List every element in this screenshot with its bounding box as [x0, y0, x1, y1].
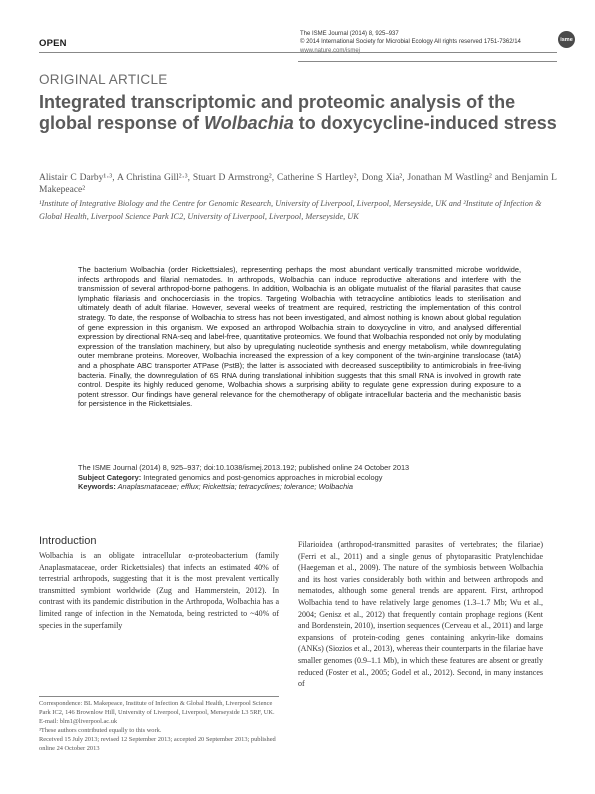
footnote-divider	[39, 696, 279, 697]
section-heading-introduction: Introduction	[39, 535, 97, 547]
article-type: ORIGINAL ARTICLE	[39, 72, 168, 87]
introduction-left-column: Wolbachia is an obligate intracellular α-proteobacterium (family Anaplasmataceae, order Rickettsiales) that infects an estimated 40% of terrestrial arthropods, suggesting that it is the most prevalent vertically transmitted symbiont worldwide (Zug and Hammerstein, 2012). In contrast with its pandemic distribution in the Arthropoda, Wolbachia has a limited range of infection in the Nematoda, being restricted to ~40% of species in the superfamily	[39, 551, 279, 630]
article-title	[39, 92, 559, 133]
keywords	[78, 482, 521, 492]
citation-line: The ISME Journal (2014) 8, 925–937; doi:10.1038/ismej.2013.192; published online 24 October 2013	[78, 463, 410, 472]
copyright-line: © 2014 International Society for Microbial Ecology All rights reserved 1751-7362/14	[300, 39, 521, 46]
title-text-1: Integrated transcriptomic and proteomic analysis of the global response of	[39, 92, 516, 133]
introduction-right-column: Filarioidea (arthropod-transmitted parasites of vertebrates; the filariae) (Ferri et al., 2011) and a single genus of phytoparasitic Pratylenchidae (Haegeman et al., 2009). The nature of the symbiosis between Wolbachia and its host varies considerably both within and between arthropods and nematodes, although some general trends are apparent. First, arthropod Wolbachia tend to have relatively large genomes (1.3–1.7 Mb; Wu et al., 2004; Genisz et al., 2012) that frequently contain prophage regions (Kent and Bordenstein, 2010), insertion sequences (Cerveau et al., 2011) and large expansions of protein-coding genes containing ankyrin-like domains (ANKs) (Siozios et al., 2013), whereas their counterparts in the filariae have smaller genomes (0.9–1.1 Mb), in which these features are absent or greatly reduced (Foster et al., 2005; Godel et al., 2012). Second, in many instances of	[298, 540, 543, 689]
keywords-label: Keywords:	[78, 482, 116, 492]
article-metadata	[78, 463, 521, 492]
subject-label: Subject Category:	[78, 472, 142, 482]
journal-citation-line: The ISME Journal (2014) 8, 925–937	[300, 31, 399, 37]
isme-logo: isme	[558, 31, 575, 48]
title-text-italic: Wolbachia	[204, 112, 294, 133]
subject-category	[78, 473, 521, 483]
equal-contribution-note: ³These authors contributed equally to this work.	[39, 727, 162, 735]
keywords-value: Anaplasmataceae; efflux; Rickettsia; tetracyclines; tolerance; Wolbachia	[115, 482, 353, 492]
title-text-2: to doxycycline-induced stress	[293, 112, 557, 133]
open-access-label: OPEN	[39, 38, 67, 49]
header-divider	[39, 52, 557, 53]
subject-value: Integrated genomics and post-genomics approaches in microbial ecology	[141, 472, 383, 482]
footnotes	[39, 699, 279, 754]
received-dates: Received 15 July 2013; revised 12 September 2013; accepted 20 September 2013; published online 24 October 2013	[39, 736, 276, 753]
author-list: Alistair C Darby¹·³, A Christina Gill²·³, Stuart D Armstrong², Catherine S Hartley², Dong Xia², Jonathan M Wastling² and Benjamin L Makepeace²	[39, 173, 557, 195]
email-link[interactable]: E-mail: blm1@liverpool.ac.uk	[39, 718, 118, 726]
affiliations: ¹Institute of Integrative Biology and the Centre for Genomic Research, University of Liverpool, Liverpool, Merseyside, UK and ²Institute of Infection & Global Health, Liverpool Science Park IC2, University of Liverpool, Liverpool, Merseyside, UK	[39, 199, 542, 221]
abstract-text: The bacterium Wolbachia (order Rickettsiales), representing perhaps the most abundant vertically transmitted microbe worldwide, infects arthropods and filarial nematodes. In arthropods, Wolbachia can induce reproductive alterations and interfere with the transmission of several arthropod-borne pathogens. In addition, Wolbachia is an obligate mutualist of the filarial parasites that cause lymphatic filariasis and onchocerciasis in the tropics. Targeting Wolbachia with tetracycline antibiotics leads to sterilisation and ultimately death of adult filariae. However, several weeks of treatment are required, restricting the implementation of this control strategy. To date, the response of Wolbachia to stress has not been investigated, and almost nothing is known about global regulation of gene expression in this organism. We exposed an arthropod Wolbachia strain to doxycycline in vitro, and analysed differential expression by directional RNA-seq and label-free, quantitative proteomics. We found that Wolbachia responded not only by modulating expression of the translation machinery, but also by upregulating nucleotide synthesis and energy metabolism, while downregulating outer membrane proteins. Moreover, Wolbachia increased the expression of a key component of the twin-arginine translocase (tatA) and a phosphate ABC transporter ATPase (PstB); the latter is associated with decreased susceptibility to antimicrobials in free-living bacteria. Finally, the downregulation of 6S RNA during translational inhibition suggests that this small RNA is involved in growth rate control. Despite its highly reduced genome, Wolbachia shows a surprising ability to regulate gene expression during exposure to a potent stressor. Our findings have general relevance for the chemotherapy of obligate intracellular bacteria and the mechanistic basis for persistence in the Rickettsiales.	[78, 265, 521, 409]
journal-website-link[interactable]: www.nature.com/ismej	[300, 47, 361, 54]
website-divider	[298, 61, 557, 62]
correspondence-note: Correspondence: BL Makepeace, Institute of Infection & Global Health, Liverpool Science Park IC2, 146 Brownlow Hill, University of Liverpool, Liverpool, Merseyside L3 5RF, UK.	[39, 700, 275, 717]
